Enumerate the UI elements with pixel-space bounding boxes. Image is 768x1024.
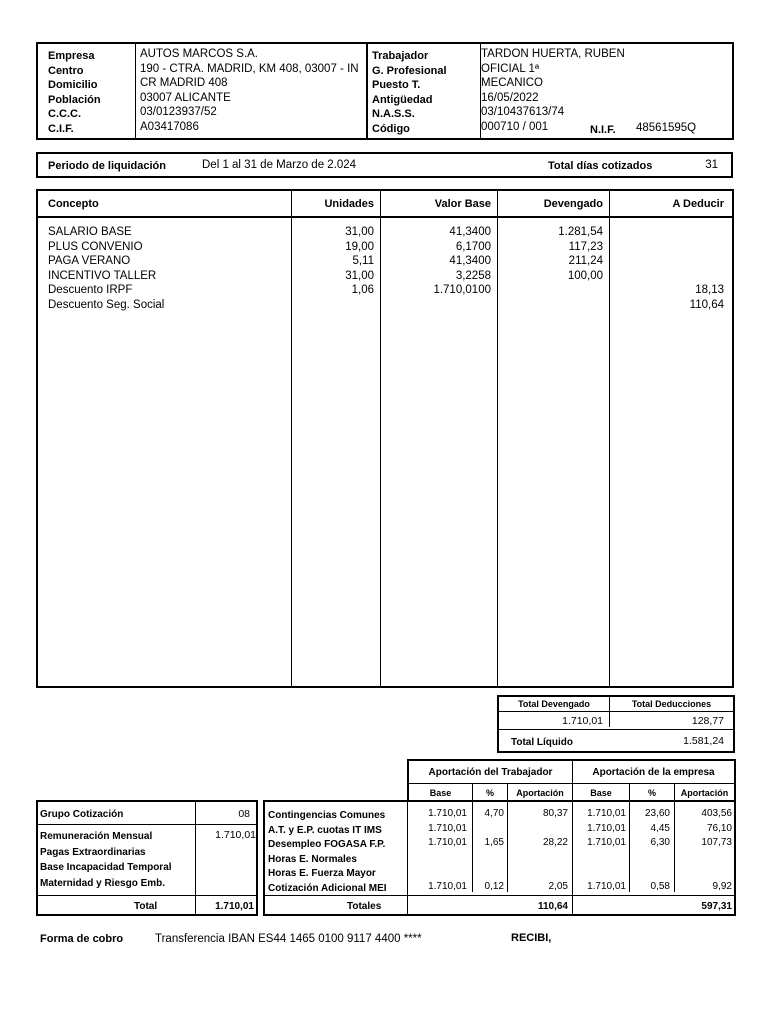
cell-valor: 6,1700 [455, 240, 491, 253]
cell-valor [381, 298, 491, 313]
label-trabajador: Trabajador [372, 50, 429, 62]
table-row: PLUS CONVENIO [48, 240, 143, 253]
cell [630, 865, 670, 880]
grupo-cotizacion-value: 08 [238, 808, 250, 820]
label-antiguedad: Antigüedad [372, 93, 433, 106]
company-values [140, 47, 362, 134]
col-worker-pct [473, 807, 504, 894]
table-row: Descuento Seg. Social [48, 298, 165, 311]
cell-devengado: 117,23 [568, 240, 603, 253]
cell [408, 851, 467, 866]
header-devengado: Devengado [543, 198, 603, 210]
cell [573, 865, 626, 880]
label-ccc: C.C.C. [48, 108, 81, 120]
contrib-label: Horas E. Fuerza Mayor [268, 868, 376, 879]
cell: 1.710,01 [428, 837, 467, 848]
value-centro: 190 - CTRA. MADRID, KM 408, 03007 - IN [140, 62, 359, 75]
cell: 1.710,01 [587, 808, 626, 819]
cell-valor: 3,2258 [455, 269, 491, 282]
contrib-label: Desempleo FOGASA F.P. [268, 839, 386, 850]
contrib-label: A.T. y E.P. cuotas IT IMS [268, 824, 382, 836]
cell-devengado: 211,24 [568, 255, 603, 267]
cell-unidades: 5,11 [352, 255, 374, 267]
col-worker-aportacion [508, 807, 568, 894]
table-row: SALARIO BASE [48, 226, 132, 238]
cell-unidades: 19,00 [345, 240, 374, 253]
cell-unidades [292, 298, 374, 313]
worker-labels [372, 49, 476, 136]
total-deducciones-label: Total Deducciones [631, 699, 712, 709]
col-concepto [48, 225, 288, 312]
cell: 1.710,01 [428, 808, 467, 819]
cell-deducir [610, 240, 724, 255]
cell [473, 865, 504, 880]
cell-unidades: 31,00 [345, 269, 374, 282]
value-puesto: MECANICO [481, 77, 543, 89]
payment-label: Forma de cobro [40, 933, 124, 945]
header-a-deducir: A Deducir [672, 198, 724, 210]
sub-header-pct-empresa: % [647, 788, 656, 798]
cell-devengado: 1.281,54 [558, 226, 603, 238]
worker-contrib-header: Aportación del Trabajador [428, 767, 553, 778]
nif-value: 48561595Q [636, 122, 697, 134]
contrib-label: Cotización Adicional MEI [268, 882, 387, 894]
value-nass: 03/10437613/74 [481, 106, 565, 118]
cell: 2,05 [548, 880, 568, 892]
contrib-header [407, 759, 736, 802]
cell: 76,10 [706, 822, 732, 834]
total-label: Total [134, 901, 158, 912]
cell: 28,22 [542, 837, 568, 848]
worker-total: 110,64 [537, 901, 568, 912]
period-value: Del 1 al 31 de Marzo de 2.024 [202, 159, 357, 171]
label-centro: Centro [48, 64, 84, 77]
cell [508, 865, 568, 880]
table-row: INCENTIVO TALLER [48, 269, 157, 282]
contrib-left [36, 800, 258, 916]
cell [473, 822, 504, 837]
cell: 1.710,01 [428, 880, 467, 892]
total-value: 1.710,01 [215, 901, 254, 912]
cell [508, 822, 568, 837]
value-ccc: 03/0123937/52 [140, 106, 217, 118]
days-label: Total días cotizados [548, 160, 653, 172]
table-row: PAGA VERANO [48, 255, 131, 267]
cell: 80,37 [542, 808, 568, 819]
sub-header-pct: % [485, 788, 494, 798]
cell: 1.710,01 [587, 837, 626, 848]
cell [508, 851, 568, 866]
sub-header-base: Base [429, 788, 452, 798]
period-box [36, 152, 733, 178]
value-poblacion: 03007 ALICANTE [140, 91, 231, 104]
worker-values [481, 47, 641, 134]
col-company-base [573, 807, 626, 894]
cell-deducir [610, 254, 724, 269]
base-it-label: Base Incapacidad Temporal [40, 862, 172, 873]
cell [675, 865, 732, 880]
sub-header-aportacion-empresa: Aportación [680, 788, 729, 798]
col-unidades [292, 225, 374, 312]
cell: 0,12 [484, 880, 504, 892]
cell [675, 851, 732, 866]
remuneracion-mensual-value: 1.710,01 [215, 829, 256, 841]
cell: 9,92 [712, 880, 732, 892]
value-antiguedad: 16/05/2022 [481, 91, 539, 104]
contrib-right [263, 800, 736, 916]
cell-unidades: 1,06 [351, 284, 374, 296]
totals-box [497, 695, 735, 753]
maternidad-label: Maternidad y Riesgo Emb. [40, 878, 166, 889]
label-empresa: Empresa [48, 50, 95, 62]
sub-header-base-empresa: Base [590, 788, 612, 798]
nif-label: N.I.F. [590, 124, 616, 136]
cell-deducir [610, 269, 724, 284]
cell [408, 865, 467, 880]
totales-label: Totales [347, 901, 382, 912]
value-cif: A03417086 [140, 120, 199, 133]
cell-devengado: 100,00 [567, 269, 603, 282]
col-a-deducir [610, 225, 724, 312]
payment-value: Transferencia IBAN ES44 1465 0100 9117 4400 **** [155, 933, 422, 945]
table-row: Descuento IRPF [48, 284, 133, 296]
cell: 1.710,01 [587, 822, 626, 834]
total-liquido-label: Total Líquido [511, 737, 574, 748]
header-valor-base: Valor Base [434, 198, 491, 210]
label-codigo: Código [372, 122, 410, 135]
col-company-pct [630, 807, 670, 894]
period-label: Periodo de liquidación [48, 160, 166, 172]
total-devengado-value: 1.710,01 [562, 715, 603, 727]
col-company-aportacion [675, 807, 732, 894]
header-box [36, 42, 734, 140]
company-total: 597,31 [701, 901, 732, 912]
remuneracion-mensual-label: Remuneración Mensual [40, 831, 153, 842]
days-value: 31 [705, 159, 718, 171]
contrib-labels [268, 809, 406, 896]
cell-devengado [498, 283, 603, 298]
col-worker-base [408, 807, 467, 894]
label-cif: C.I.F. [48, 122, 74, 135]
value-empresa: AUTOS MARCOS S.A. [140, 48, 259, 60]
grupo-cotizacion-label: Grupo Cotización [40, 809, 124, 820]
total-deducciones-value: 128,77 [691, 715, 724, 727]
header-concepto: Concepto [48, 198, 99, 210]
total-liquido-value: 1.581,24 [683, 735, 724, 747]
cell: 0,58 [650, 880, 670, 892]
cell: 4,45 [650, 822, 670, 834]
contrib-label: Horas E. Normales [268, 853, 357, 865]
label-puesto: Puesto T. [372, 79, 421, 91]
cell: 107,73 [701, 837, 732, 848]
sub-header-aportacion: Aportación [516, 788, 564, 798]
cell-deducir: 18,13 [695, 284, 724, 296]
cell [630, 851, 670, 866]
value-trabajador: TARDON HUERTA, RUBEN [481, 48, 625, 60]
cell: 1,65 [484, 837, 504, 848]
label-poblacion: Población [48, 93, 101, 106]
cell-valor: 41,3400 [449, 255, 491, 267]
cell-devengado [498, 298, 603, 313]
cell-deducir: 110,64 [689, 298, 724, 311]
col-valor-base [381, 225, 491, 312]
value-g-profesional: OFICIAL 1ª [481, 62, 540, 75]
cell [573, 851, 626, 866]
cell: 6,30 [650, 837, 670, 848]
company-contrib-header: Aportación de la empresa [592, 767, 715, 778]
concepts-table [36, 189, 734, 688]
cell-valor: 1.710,0100 [433, 284, 491, 296]
cell-valor: 41,3400 [449, 226, 491, 238]
company-labels [48, 49, 132, 136]
cell: 403,56 [701, 808, 732, 819]
label-domicilio: Domicilio [48, 79, 98, 91]
value-domicilio: CR MADRID 408 [140, 77, 228, 89]
value-codigo: 000710 / 001 [481, 120, 549, 133]
cell [473, 851, 504, 866]
recibi-label: RECIBI, [511, 932, 552, 944]
cell: 4,70 [484, 808, 504, 819]
cell: 23,60 [644, 808, 670, 819]
contrib-label: Contingencias Comunes [268, 810, 386, 821]
cell-unidades: 31,00 [345, 226, 374, 238]
cell-deducir [610, 225, 724, 240]
label-g-profesional: G. Profesional [372, 64, 447, 77]
cell: 1.710,01 [428, 822, 467, 834]
label-nass: N.A.S.S. [372, 108, 415, 120]
pagas-extraordinarias-label: Pagas Extraordinarias [40, 847, 146, 858]
cell: 1.710,01 [587, 880, 626, 892]
col-devengado [498, 225, 603, 312]
header-unidades: Unidades [324, 198, 374, 210]
total-devengado-label: Total Devengado [518, 699, 590, 709]
